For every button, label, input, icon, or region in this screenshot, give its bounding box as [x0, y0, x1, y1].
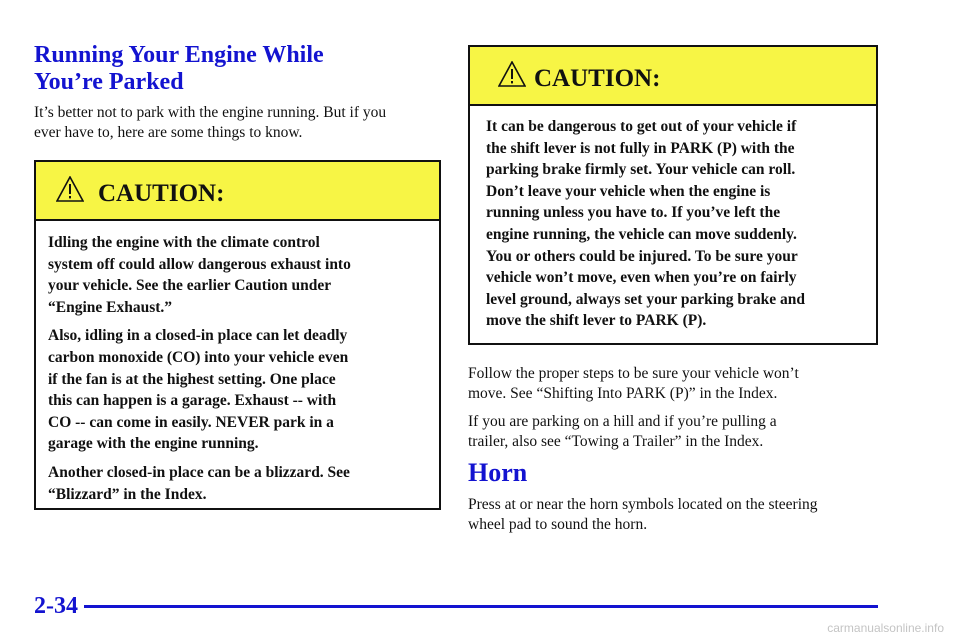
text-line: engine running, the vehicle can move suddenly. [486, 225, 797, 243]
text-line: level ground, always set your parking brake and [486, 290, 805, 308]
caution-paragraph-3 [48, 462, 439, 505]
horn-paragraph [468, 495, 818, 535]
text-line: CO -- can come in easily. NEVER park in a [48, 413, 334, 431]
hill-line-1: If you are parking on a hill and if you’re pulling a [468, 413, 777, 430]
section-heading-engine-parked [34, 42, 324, 96]
text-line: if the fan is at the highest setting. One place [48, 370, 336, 388]
caution-text [48, 232, 439, 505]
caution-paragraph-2 [48, 325, 439, 455]
footer-rule [84, 605, 878, 608]
text-line: running unless you have to. If you’ve left the [486, 204, 781, 222]
caution-header [470, 47, 876, 106]
intro-paragraph [34, 103, 386, 143]
caution-paragraph-1 [48, 232, 439, 318]
horn-line-1: Press at or near the horn symbols located on the steering [468, 496, 818, 513]
caution-title: CAUTION: [534, 65, 661, 92]
text-line: carbon monoxide (CO) into your vehicle even [48, 348, 349, 366]
text-line: this can happen is a garage. Exhaust -- with [48, 392, 337, 410]
follow-line-1: Follow the proper steps to be sure your vehicle won’t [468, 365, 799, 382]
warning-triangle-icon [56, 176, 84, 202]
text-line: Don’t leave your vehicle when the engine is [486, 182, 771, 200]
text-line: the shift lever is not fully in PARK (P) with the [486, 139, 795, 157]
text-line: vehicle won’t move, even when you’re on fairly [486, 269, 797, 287]
follow-line-2: move. See “Shifting Into PARK (P)” in the Index. [468, 385, 778, 402]
caution-text [486, 116, 876, 332]
caution-box-idling [34, 160, 441, 510]
watermark: carmanualsonline.info [827, 621, 944, 635]
caution-header [36, 162, 439, 221]
page-number: 2-34 [34, 593, 78, 619]
text-line: “Engine Exhaust.” [48, 298, 173, 316]
heading-line-2: You’re Parked [34, 69, 184, 95]
heading-line-1: Running Your Engine While [34, 42, 324, 68]
caution-box-shift-lever [468, 45, 878, 345]
text-line: system off could allow dangerous exhaust into [48, 255, 351, 273]
hill-line-2: trailer, also see “Towing a Trailer” in the Index. [468, 433, 764, 450]
caution-paragraph-1 [486, 116, 876, 332]
text-line: move the shift lever to PARK (P). [486, 312, 707, 330]
intro-line-1: It’s better not to park with the engine running. But if you [34, 104, 387, 121]
text-line: Another closed-in place can be a blizzard. See [48, 463, 350, 481]
text-line: your vehicle. See the earlier Caution under [48, 277, 332, 295]
text-line: Also, idling in a closed-in place can let deadly [48, 327, 348, 345]
text-line: garage with the engine running. [48, 435, 259, 453]
text-line: Idling the engine with the climate control [48, 234, 320, 251]
horn-line-2: wheel pad to sound the horn. [468, 516, 648, 533]
text-line: It can be dangerous to get out of your vehicle if [486, 118, 797, 135]
follow-steps-paragraph [468, 364, 799, 404]
text-line: parking brake firmly set. Your vehicle can roll. [486, 161, 796, 179]
intro-line-2: ever have to, here are some things to know. [34, 124, 303, 141]
text-line: “Blizzard” in the Index. [48, 485, 207, 503]
caution-title: CAUTION: [98, 180, 225, 207]
text-line: You or others could be injured. To be sure your [486, 247, 798, 265]
warning-triangle-icon [498, 61, 526, 87]
section-heading-horn: Horn [468, 458, 528, 487]
hill-trailer-paragraph [468, 412, 777, 452]
